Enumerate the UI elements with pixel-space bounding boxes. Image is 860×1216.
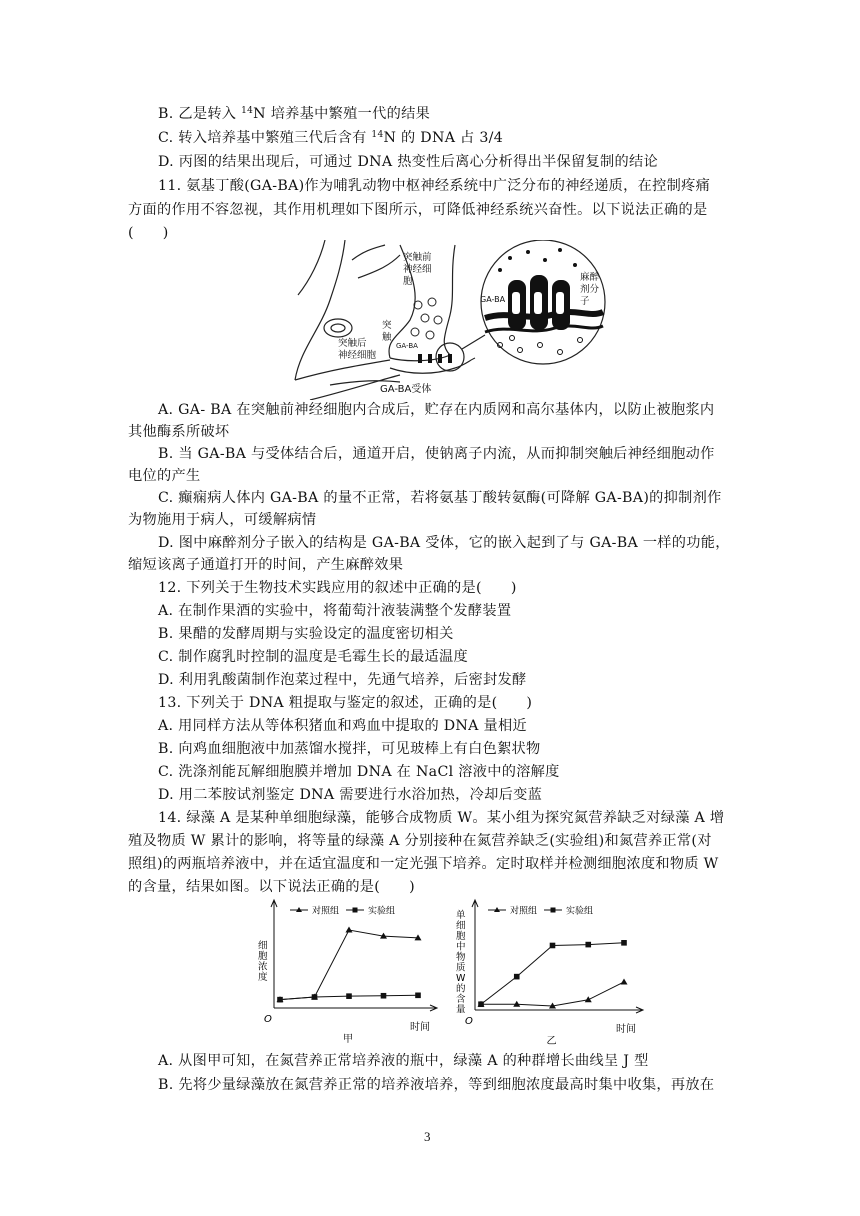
q14-option-a: A. 从图甲可知，在氮营养正常培养液的瓶中，绿藻 A 的种群增长曲线呈 J 型 [158, 1053, 649, 1069]
series-line [481, 943, 624, 1004]
q13-option-c: C. 洗涤剂能瓦解细胞膜并增加 DNA 在 NaCl 溶液中的溶解度 [158, 764, 560, 780]
label-presynaptic-3: 胞 [403, 276, 413, 287]
series-line [481, 982, 624, 1006]
q14-stem-3: 照组)的两瓶培养液中，并在适宜温度和一定光强下培养。定时取样并检测细胞浓度和物质 W [128, 856, 719, 872]
y-axis-label-char: 胞 [456, 931, 466, 942]
label-gaba-zoom: GA-BA [480, 295, 506, 304]
q14-stem-1: 14. 绿藻 A 是某种单细胞绿藻，能够合成物质 W。某小组为探究氮营养缺乏对绿藻 A 增 [158, 810, 725, 826]
origin-label: O [465, 1016, 473, 1027]
y-axis-label-char: 胞 [258, 951, 268, 962]
y-axis-label-char: 浓 [258, 961, 268, 973]
q10-option-c: C. 转入培养基中繁殖三代后含有 $^{14}$N 的 DNA 占 3/4 [158, 130, 504, 146]
label-presynaptic-2: 神经细 [403, 264, 432, 275]
q11-option-d-2: 缩短该离子通道打开的时间，产生麻醉效果 [128, 557, 404, 573]
label-anesthetic-3: 子 [580, 296, 590, 307]
q11-option-b-1: B. 当 GA-BA 与受体结合后，通道开启，使钠离子内流，从而抑制突触后神经细胞动作 [158, 446, 715, 462]
q13-option-d: D. 用二苯胺试剂鉴定 DNA 需要进行水浴加热，冷却后变蓝 [158, 787, 543, 803]
legend-marker-square [551, 908, 556, 913]
q13-option-b: B. 向鸡血细胞液中加蒸馏水搅拌，可见玻棒上有白色絮状物 [158, 741, 541, 757]
series-line [280, 930, 418, 1000]
x-axis-label: 时间 [410, 1022, 430, 1033]
y-axis-label-char: 中 [456, 941, 466, 953]
q11-option-b-2: 电位的产生 [128, 468, 201, 484]
data-point-square [415, 993, 421, 999]
label-postsynaptic-2: 神经细胞 [338, 350, 377, 361]
y-axis-label-char: 细 [258, 940, 268, 952]
label-gaba-small: GA-BA [396, 342, 418, 350]
q12-option-b: B. 果醋的发酵周期与实验设定的温度密切相关 [158, 626, 454, 642]
q12-option-a: A. 在制作果酒的实验中，将葡萄汁液装满整个发酵装置 [158, 603, 512, 619]
data-point-square [585, 942, 591, 948]
data-point-square [277, 997, 283, 1003]
synapse-figure [290, 240, 620, 400]
data-point-square [312, 994, 318, 1000]
legend-marker-square [353, 908, 358, 913]
q11-option-a-2: 其他酶系所破坏 [128, 424, 230, 440]
legend-label: 对照组 [312, 906, 340, 917]
label-postsynaptic-1: 突触后 [338, 338, 367, 349]
page-number: 3 [424, 1129, 431, 1144]
data-point-triangle [346, 927, 353, 933]
q12-stem: 12. 下列关于生物技术实践应用的叙述中正确的是( ) [158, 580, 517, 596]
data-point-triangle [585, 996, 592, 1002]
label-synapse-2: 触 [382, 332, 392, 343]
q11-option-a-1: A. GA- BA 在突触前神经细胞内合成后，贮存在内质网和高尔基体内，以防止被胞浆内 [158, 402, 715, 418]
y-axis-label-char: 含 [456, 994, 466, 1005]
q10-option-b: B. 乙是转入 $^{14}$N 培养基中繁殖一代的结果 [158, 106, 431, 122]
y-axis-label-char: 度 [258, 972, 268, 983]
data-point-triangle [513, 1001, 520, 1007]
q11-stem-3: ( ) [128, 225, 169, 241]
data-point-square [621, 940, 627, 946]
legend-label: 对照组 [510, 906, 538, 917]
y-axis-label-char: 质 [456, 962, 466, 974]
q12-option-d: D. 利用乳酸菌制作泡菜过程中，先通气培养，后密封发酵 [158, 672, 527, 688]
q11-stem-2: 方面的作用不容忽视，其作用机理如下图所示，可降低神经系统兴奋性。以下说法正确的是 [128, 202, 708, 218]
y-axis-label-char: 细 [456, 920, 466, 932]
chart-jia [250, 898, 440, 1046]
data-point-square [514, 974, 520, 980]
origin-label: O [264, 1014, 272, 1025]
label-receptor: GA-BA受体 [380, 384, 432, 395]
legend-label: 实验组 [566, 906, 594, 917]
chart-title: 乙 [546, 1036, 557, 1046]
y-axis-label-char: 物 [456, 952, 466, 963]
label-anesthetic-2: 剂分 [580, 284, 600, 295]
q14-stem-2: 殖及物质 W 累计的影响，将等量的绿藻 A 分别接种在氮营养缺乏(实验组)和氮营养正常(对 [128, 833, 712, 849]
y-axis-label-char: 量 [456, 1004, 466, 1016]
q14-option-b: B. 先将少量绿藻放在氮营养正常的培养液培养，等到细胞浓度最高时集中收集，再放在 [158, 1077, 715, 1093]
chart-title: 甲 [343, 1034, 353, 1045]
data-point-square [346, 993, 352, 999]
data-point-square [381, 993, 387, 999]
y-axis-label-char: 单 [456, 910, 466, 921]
data-point-square [550, 943, 556, 949]
chart-yi [450, 898, 645, 1046]
q14-stem-4: 的含量，结果如图。以下说法正确的是( ) [128, 879, 415, 895]
label-synapse-1: 突 [382, 320, 392, 331]
y-axis-label-char: W [456, 973, 466, 984]
data-point-triangle [621, 978, 628, 984]
q10-option-d: D. 丙图的结果出现后，可通过 DNA 热变性后离心分析得出半保留复制的结论 [158, 154, 658, 170]
q12-option-c: C. 制作腐乳时控制的温度是毛霉生长的最适温度 [158, 649, 469, 665]
q13-stem: 13. 下列关于 DNA 粗提取与鉴定的叙述，正确的是( ) [158, 695, 533, 711]
legend-label: 实验组 [368, 906, 396, 917]
data-point-square [478, 1001, 484, 1007]
label-presynaptic-1: 突触前 [403, 252, 432, 263]
label-anesthetic-1: 麻醉 [580, 272, 600, 283]
q11-option-c-2: 为物施用于病人，可缓解病情 [128, 512, 317, 528]
q11-option-c-1: C. 癫痫病人体内 GA-BA 的量不正常，若将氨基丁酸转氨酶(可降解 GA-BA)的抑制剂作 [158, 490, 722, 506]
q11-stem-1: 11. 氨基丁酸(GA-BA)作为哺乳动物中枢神经系统中广泛分布的神经递质，在控制疼痛 [158, 178, 711, 194]
y-axis-label-char: 的 [456, 983, 466, 995]
x-axis-label: 时间 [616, 1024, 636, 1035]
q11-option-d-1: D. 图中麻醉剂分子嵌入的结构是 GA-BA 受体，它的嵌入起到了与 GA-BA 一样的功能， [158, 535, 730, 551]
q13-option-a: A. 用同样方法从等体积猪血和鸡血中提取的 DNA 量相近 [158, 718, 527, 734]
